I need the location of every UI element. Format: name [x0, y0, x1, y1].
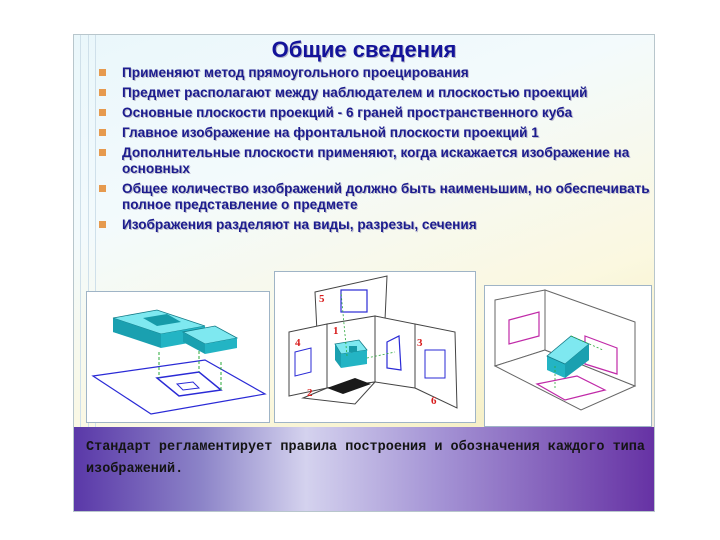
figure-cube-faces: [274, 271, 476, 423]
three-planes-illustration: [485, 286, 651, 426]
cube-unfolding-illustration: [275, 272, 475, 422]
bullet-item: [96, 181, 651, 213]
bullet-text: Изображения разделяют на виды, разрезы, сечения: [122, 217, 477, 232]
figure-three-planes: [484, 285, 652, 427]
bullet-text: Применяют метод прямоугольного проецирования: [122, 65, 469, 80]
face-number: 5: [319, 293, 325, 305]
face-number: 4: [295, 337, 301, 349]
bullet-item: [96, 145, 651, 177]
bullet-item: [96, 125, 651, 141]
projection-illustration: [87, 292, 269, 422]
square-bullet-icon: [99, 149, 106, 156]
bullet-text: Дополнительные плоскости применяют, когда искажается изображение на основных: [122, 145, 630, 176]
caption-band: [74, 427, 654, 511]
face-number: 2: [307, 387, 313, 399]
caption-text: Стандарт регламентирует правила построения и обозначения каждого типа изображений.: [86, 440, 645, 477]
square-bullet-icon: [99, 185, 106, 192]
bullet-item: [96, 65, 651, 81]
slide: [73, 34, 655, 512]
square-bullet-icon: [99, 109, 106, 116]
face-number: 6: [431, 395, 437, 407]
bullet-item: [96, 217, 651, 233]
bullet-text: Основные плоскости проекций - 6 граней пространственного куба: [122, 105, 573, 120]
face-number: 3: [417, 337, 423, 349]
bullet-list: [96, 65, 651, 237]
square-bullet-icon: [99, 221, 106, 228]
bullet-text: Общее количество изображений должно быть наименьшим, но обеспечивать полное представление о предмете: [122, 181, 650, 212]
slide-title: Общие сведения: [271, 37, 457, 62]
bullet-item: [96, 85, 651, 101]
square-bullet-icon: [99, 129, 106, 136]
figure-object-projection: [86, 291, 270, 423]
decor-stripe: [80, 35, 81, 427]
square-bullet-icon: [99, 89, 106, 96]
bullet-text: Предмет располагают между наблюдателем и плоскостью проекций: [122, 85, 588, 100]
square-bullet-icon: [99, 69, 106, 76]
bullet-text: Главное изображение на фронтальной плоскости проекций 1: [122, 125, 539, 140]
bullet-item: [96, 105, 651, 121]
face-number: 1: [333, 325, 339, 337]
